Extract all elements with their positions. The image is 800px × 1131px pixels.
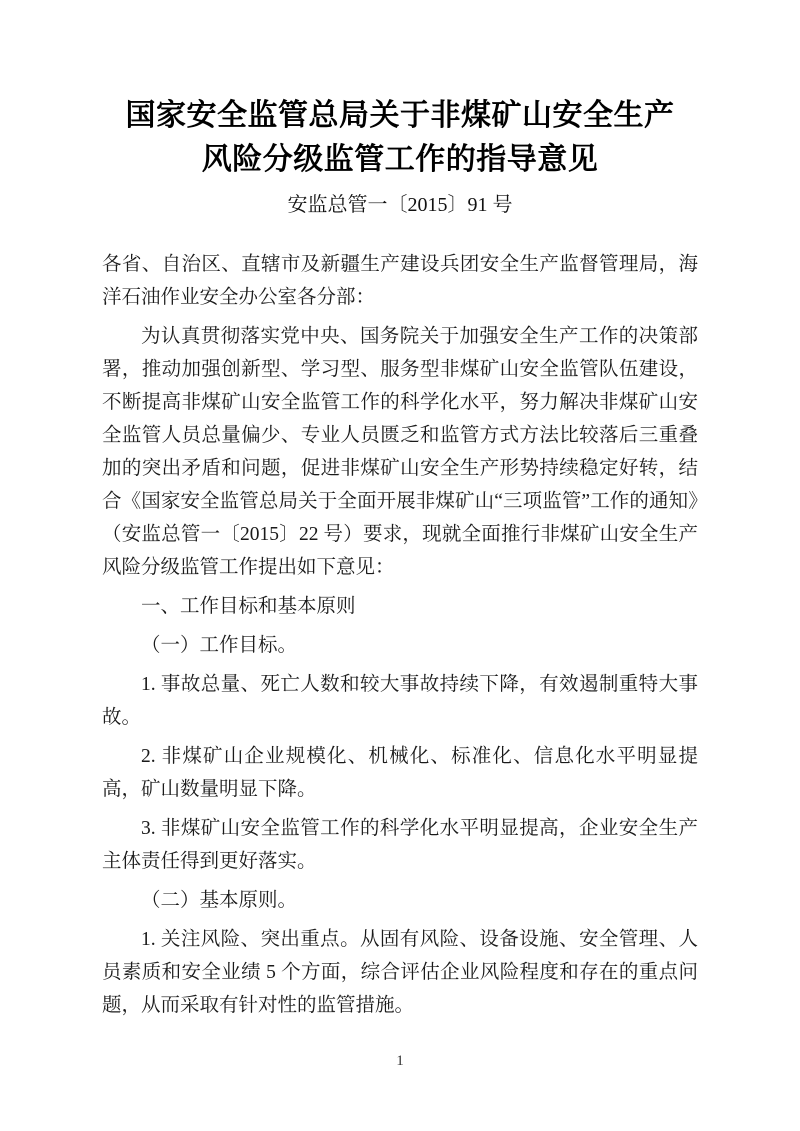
goal-item-3: 3. 非煤矿山安全监管工作的科学化水平明显提高，企业安全生产主体责任得到更好落实。 (102, 818, 698, 872)
section-heading-1: 一、工作目标和基本原则 (141, 596, 356, 617)
document-title (102, 94, 698, 182)
document-title-line-1: 国家安全监管总局关于非煤矿山安全生产 (125, 99, 675, 132)
intro-paragraph: 为认真贯彻落实党中央、国务院关于加强安全生产工作的决策部署，推动加强创新型、学习型、服务型非煤矿山安全监管队伍建设，不断提高非煤矿山安全监管工作的科学化水平，努力解决非煤矿山安全监管人员总量偏少、专业人员匮乏和监管方式方法比较落后三重叠加的突出矛盾和问题，促进非煤矿山安全生产形势持续稳定好转，结合《国家安全监管总局关于全面开展非煤矿山“三项监管”工作的通知》（安监总管一〔2015〕22 号）要求，现就全面推行非煤矿山安全生产风险分级监管工作提出如下意见： (102, 326, 698, 578)
goal-item-2: 2. 非煤矿山企业规模化、机械化、标准化、信息化水平明显提高，矿山数量明显下降。 (102, 746, 698, 800)
subsection-heading-basic-principles: （二）基本原则。 (141, 890, 298, 911)
principle-item-1: 1. 关注风险、突出重点。从固有风险、设备设施、安全管理、人员素质和安全业绩 5 个方面，综合评估企业风险程度和存在的重点问题，从而采取有针对性的监管措施。 (102, 929, 698, 1016)
document-number: 安监总管一〔2015〕91 号 (287, 194, 513, 216)
document-title-line-2: 风险分级监管工作的指导意见 (201, 143, 599, 176)
salutation-paragraph: 各省、自治区、直辖市及新疆生产建设兵团安全生产监督管理局，海洋石油作业安全办公室各分部： (102, 254, 698, 308)
page-number: 1 (396, 1053, 404, 1069)
subsection-heading-work-goals: （一）工作目标。 (141, 635, 298, 656)
document-body (102, 248, 698, 1022)
goal-item-1: 1. 事故总量、死亡人数和较大事故持续下降，有效遏制重特大事故。 (102, 674, 698, 728)
